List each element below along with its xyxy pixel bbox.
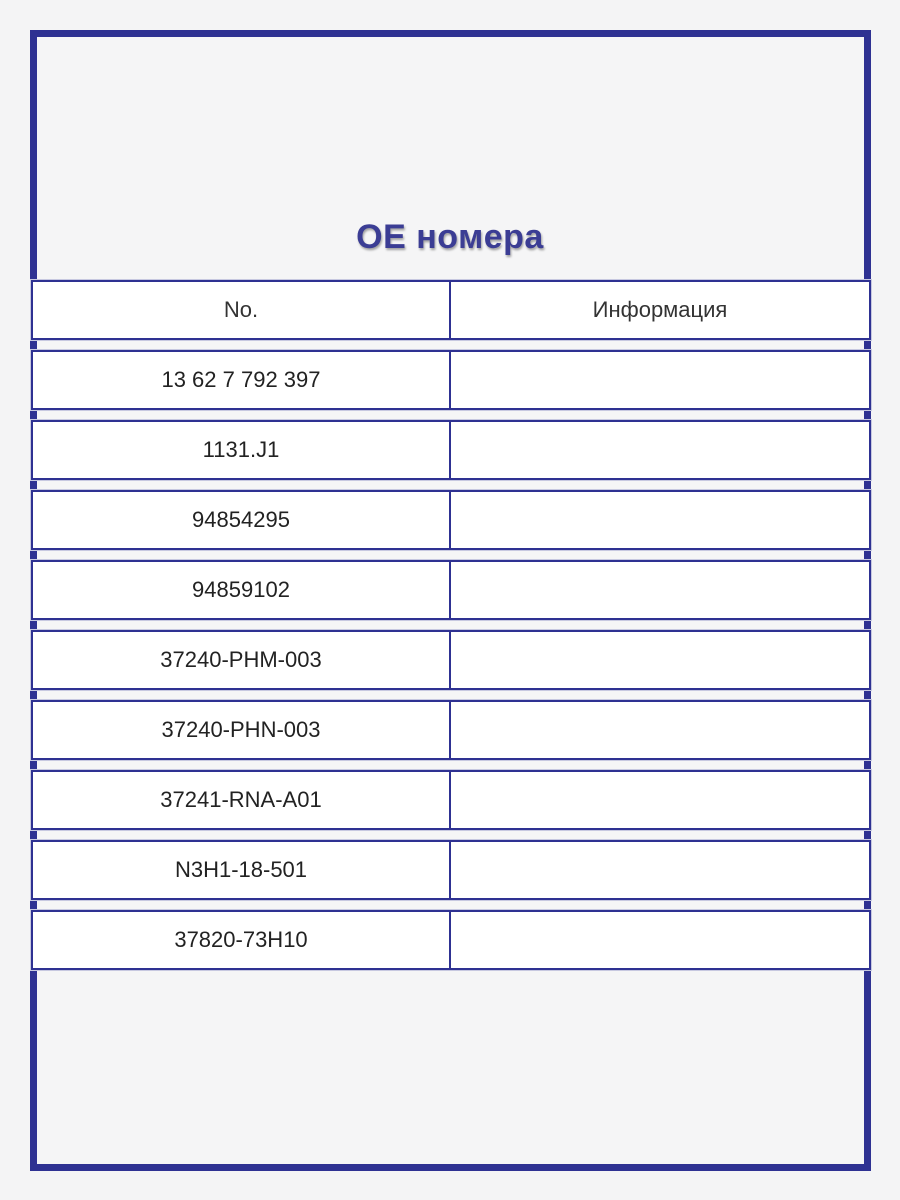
column-header-info: Информация [451,280,871,340]
table-row [31,700,871,760]
table-row [31,770,871,830]
oe-number-cell: N3H1-18-501 [31,840,451,900]
info-cell [451,630,871,690]
table-row [31,910,871,970]
info-cell [451,350,871,410]
info-cell [451,490,871,550]
table-header-row [31,280,871,340]
oe-number-cell: 94859102 [31,560,451,620]
table-row [31,490,871,550]
info-cell [451,560,871,620]
table-row [31,840,871,900]
table-row [31,630,871,690]
table-row [31,420,871,480]
table-row [31,560,871,620]
page-title: OE номера [356,218,544,256]
info-cell [451,840,871,900]
info-cell [451,910,871,970]
info-cell [451,420,871,480]
table-row [31,350,871,410]
column-header-no: No. [31,280,451,340]
oe-number-cell: 37240-PHN-003 [31,700,451,760]
oe-number-cell: 94854295 [31,490,451,550]
oe-number-cell: 13 62 7 792 397 [31,350,451,410]
info-cell [451,700,871,760]
oe-number-cell: 1131.J1 [31,420,451,480]
info-cell [451,770,871,830]
oe-number-cell: 37240-PHM-003 [31,630,451,690]
oe-number-cell: 37820-73H10 [31,910,451,970]
oe-number-cell: 37241-RNA-A01 [31,770,451,830]
